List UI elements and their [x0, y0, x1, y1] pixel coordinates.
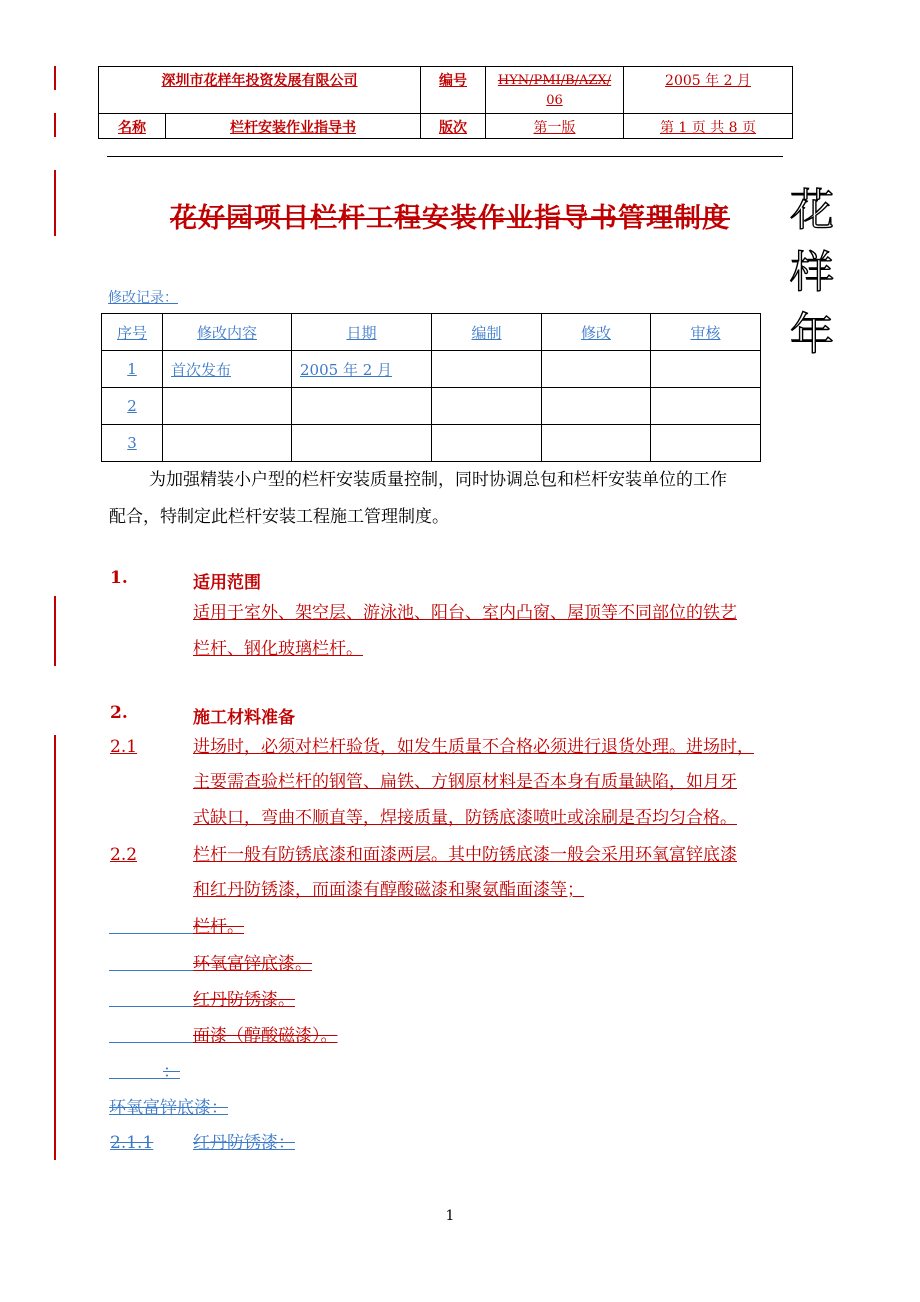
document-header-table — [98, 66, 793, 139]
table-row — [102, 388, 761, 425]
code-value: HYN/PMI/B/AZX/ 06 — [486, 67, 624, 114]
intro-paragraph-line: 配合，特制定此栏杆安装工程施工管理制度。 — [109, 507, 449, 527]
version-value: 第一版 — [486, 114, 624, 139]
revision-table — [101, 313, 761, 462]
deletion-underline — [109, 1078, 165, 1079]
deleted-text: ： — [163, 1062, 180, 1082]
cell: 1 — [102, 351, 163, 388]
cell — [432, 388, 542, 425]
deletion-underline — [109, 1006, 193, 1007]
issue-date: 2005 年 2 月 — [624, 67, 793, 114]
deleted-text: 环氧富锌底漆： — [109, 1098, 228, 1118]
cell — [542, 388, 651, 425]
header-rule — [107, 156, 783, 157]
header-cell: 修改内容 — [163, 314, 292, 351]
header-cell: 编制 — [432, 314, 542, 351]
clause-number: 2.1 — [110, 737, 138, 757]
deleted-text: 面漆（醇酸磁漆）。 — [193, 1026, 338, 1046]
section-text: 栏杆、钢化玻璃栏杆。 — [193, 639, 363, 659]
deleted-clause-number: 2.1.1 — [110, 1133, 154, 1153]
deletion-underline — [109, 933, 193, 934]
cell — [432, 425, 542, 462]
clause-number: 2.2 — [110, 845, 138, 865]
table-header-row — [102, 314, 761, 351]
cell — [651, 388, 761, 425]
cell — [542, 351, 651, 388]
document-title: 花好园项目栏杆工程安装作业指导书管理制度 — [170, 203, 730, 234]
header-cell: 修改 — [542, 314, 651, 351]
section-number: 1. — [110, 568, 128, 588]
code-label: 编号 — [421, 67, 486, 114]
cell — [163, 425, 292, 462]
intro-paragraph-line: 为加强精装小户型的栏杆安装质量控制，同时协调总包和栏杆安装单位的工作 — [149, 470, 727, 490]
revision-record-label: 修改记录： — [108, 290, 178, 306]
deletion-underline — [109, 970, 193, 971]
clause-text: 栏杆一般有防锈底漆和面漆两层。其中防锈底漆一般会采用环氧富锌底漆 — [193, 845, 737, 865]
section-title: 施工材料准备 — [193, 708, 295, 728]
cell — [651, 351, 761, 388]
company-logo: 花 样 年 — [790, 185, 834, 360]
cell — [432, 351, 542, 388]
revision-bar — [54, 66, 56, 90]
cell: 2 — [102, 388, 163, 425]
version-label: 版次 — [421, 114, 486, 139]
document-name: 栏杆安装作业指导书 — [166, 114, 421, 139]
cell: 2005 年 2 月 — [292, 351, 432, 388]
deletion-underline — [109, 1042, 193, 1043]
header-cell: 日期 — [292, 314, 432, 351]
header-cell: 序号 — [102, 314, 163, 351]
company-name: 深圳市花样年投资发展有限公司 — [99, 67, 421, 114]
section-number: 2. — [110, 703, 128, 723]
cell — [292, 388, 432, 425]
clause-text: 和红丹防锈漆，而面漆有醇酸磁漆和聚氨酯面漆等； — [193, 880, 584, 900]
section-title: 适用范围 — [193, 573, 261, 593]
deleted-text: 红丹防锈漆： — [193, 1133, 295, 1153]
header-cell: 审核 — [651, 314, 761, 351]
cell — [292, 425, 432, 462]
revision-bar — [54, 735, 56, 1160]
page-info: 第 1 页 共 8 页 — [624, 114, 793, 139]
clause-text: 进场时，必须对栏杆验货，如发生质量不合格必须进行退货处理。进场时， — [193, 737, 754, 757]
section-text: 适用于室外、架空层、游泳池、阳台、室内凸窗、屋顶等不同部位的铁艺 — [193, 603, 737, 623]
name-label: 名称 — [99, 114, 166, 139]
cell: 3 — [102, 425, 163, 462]
clause-text: 式缺口，弯曲不顺直等，焊接质量，防锈底漆喷吐或涂刷是否均匀合格。 — [193, 808, 737, 828]
deleted-text: 栏杆。 — [193, 917, 244, 937]
page-number: 1 — [445, 1208, 455, 1224]
table-row — [102, 425, 761, 462]
clause-text: 主要需查验栏杆的钢管、扁铁、方钢原材料是否本身有质量缺陷，如月牙 — [193, 772, 737, 792]
revision-bar — [54, 113, 56, 137]
cell — [542, 425, 651, 462]
cell — [163, 388, 292, 425]
cell — [651, 425, 761, 462]
deleted-text: 环氧富锌底漆。 — [193, 954, 312, 974]
revision-bar — [54, 596, 56, 666]
cell: 首次发布 — [163, 351, 292, 388]
table-row — [102, 351, 761, 388]
deleted-text: 红丹防锈漆。 — [193, 990, 295, 1010]
